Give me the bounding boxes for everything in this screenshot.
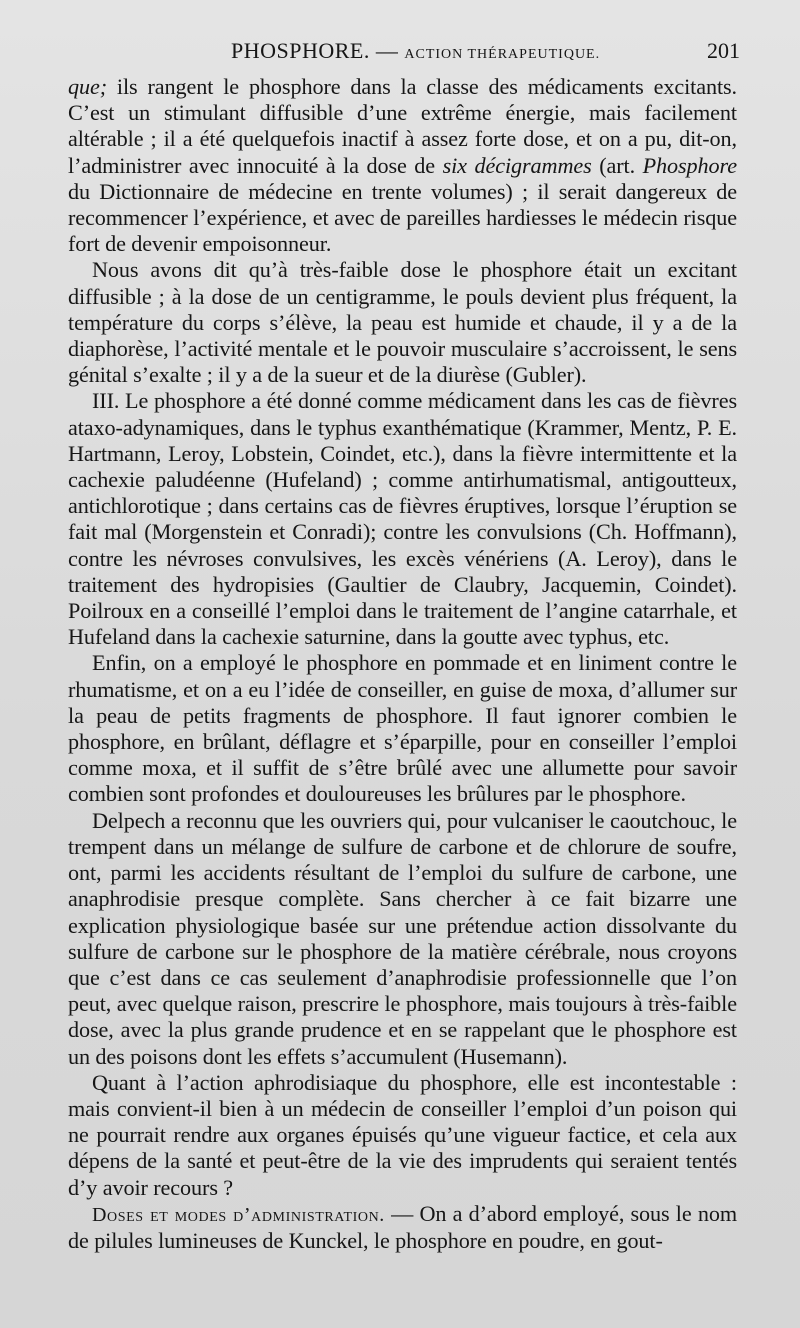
paragraph-1-text-b: (art. [591, 152, 643, 178]
header-title-sub: ACTION THÉRAPEUTIQUE. [404, 47, 601, 62]
section-heading-doses: Doses et modes d’administration. [92, 1203, 385, 1226]
italic-article: Phosphore [642, 152, 737, 178]
paragraph-1-text-a: ils rangent le phosphore dans la classe des médicaments excitants. C’est un stimulant diffusible d’une extrême énergie, mais facilement altérable ; il a été quelquefois inactif à assez forte dose, et on a pu, dit-on, l’administrer avec innocuité à la dose de [68, 74, 737, 178]
header-title [231, 38, 600, 64]
italic-que: que; [68, 74, 108, 99]
paragraph-1 [68, 74, 737, 257]
paragraph-6: Quant à l’action aphrodisiaque du phosphore, elle est incontestable : mais convient-il bien à un médecin de conseiller l’emploi d’un poison qui ne pourrait rendre aux organes épuisés qu’une vigueur factice, et cela aux dépens de la santé et peut-être de la vie des imprudents qui seraient tentés d’y avoir recours ? [68, 1069, 737, 1200]
italic-dose: six décigrammes [442, 152, 592, 178]
paragraph-1-text-c: du Dictionnaire de médecine en trente volumes) ; il serait dangereux de recommencer l’expérience, et avec de pareilles hardiesses le médecin risque fort de devenir empoisonneur. [68, 178, 737, 257]
paragraph-7 [68, 1201, 737, 1254]
running-header [70, 38, 740, 68]
paragraph-3: III. Le phosphore a été donné comme médicament dans les cas de fièvres ataxo-adynamiques, dans le typhus exanthématique (Krammer, Mentz, P. E. Hartmann, Leroy, Lobstein, Coindet, etc.), dans la fièvre intermittente et la cachexie paludéenne (Hufeland) ; comme antirhumatismal, antigoutteux, antichlorotique ; dans certains cas de fièvres éruptives, lorsque l’éruption se fait mal (Morgenstein et Conradi); contre les convulsions (Ch. Hoffmann), contre les névroses convulsives, les excès vénériens (A. Leroy), dans le traitement des hydropisies (Gaultier de Claubry, Jacquemin, Coindet). Poilroux en a conseillé l’emploi dans le traitement de l’angine catarrhale, et Hufeland dans la cachexie saturnine, dans la goutte avec typhus, etc. [68, 388, 737, 650]
header-title-main: PHOSPHORE. — [231, 38, 405, 63]
paragraph-5: Delpech a reconnu que les ouvriers qui, pour vulcaniser le caoutchouc, le trempent dans un mélange de sulfure de carbone et de chlorure de soufre, ont, parmi les accidents résultant de l’emploi du sulfure de carbone, une anaphrodisie presque complète. Sans chercher à ce fait bizarre une explication physiologique basée sur une prétendue action dissolvante du sulfure de carbone sur le phosphore de la matière cérébrale, nous croyons que c’est dans ce cas seulement d’anaphrodisie professionnelle que l’on peut, avec quelque raison, prescrire le phosphore, mais toujours à très-faible dose, avec la plus grande prudence et en se rappelant que le phosphore est un des poisons dont les effets s’accumulent (Husemann). [68, 807, 737, 1069]
paragraph-7-text: — On a d’abord employé, sous le nom de pilules lumineuses de Kunckel, le phosphore en poudre, en gout- [68, 1200, 738, 1253]
paragraph-4: Enfin, on a employé le phosphore en pommade et en liniment contre le rhumatisme, et on a eu l’idée de conseiller, en guise de moxa, d’allumer sur la peau de petits fragments de phosphore. Il faut ignorer combien le phosphore, en brûlant, déflagre et s’éparpille, pour en conseiller l’emploi comme moxa, et il suffit de s’être brûlé avec une allumette pour savoir combien sont profondes et douloureuses les brûlures par le phosphore. [68, 650, 737, 807]
page-number: 201 [707, 38, 740, 63]
body-text [68, 74, 737, 1254]
paragraph-2: Nous avons dit qu’à très-faible dose le phosphore était un excitant diffusible ; à la dose de un centigramme, le pouls devient plus fréquent, la température du corps s’élève, la peau est humide et chaude, il y a de la diaphorèse, l’activité mentale et le pouvoir musculaire s’accroissent, le sens génital s’exalte ; il y a de la sueur et de la diurèse (Gubler). [68, 257, 737, 388]
